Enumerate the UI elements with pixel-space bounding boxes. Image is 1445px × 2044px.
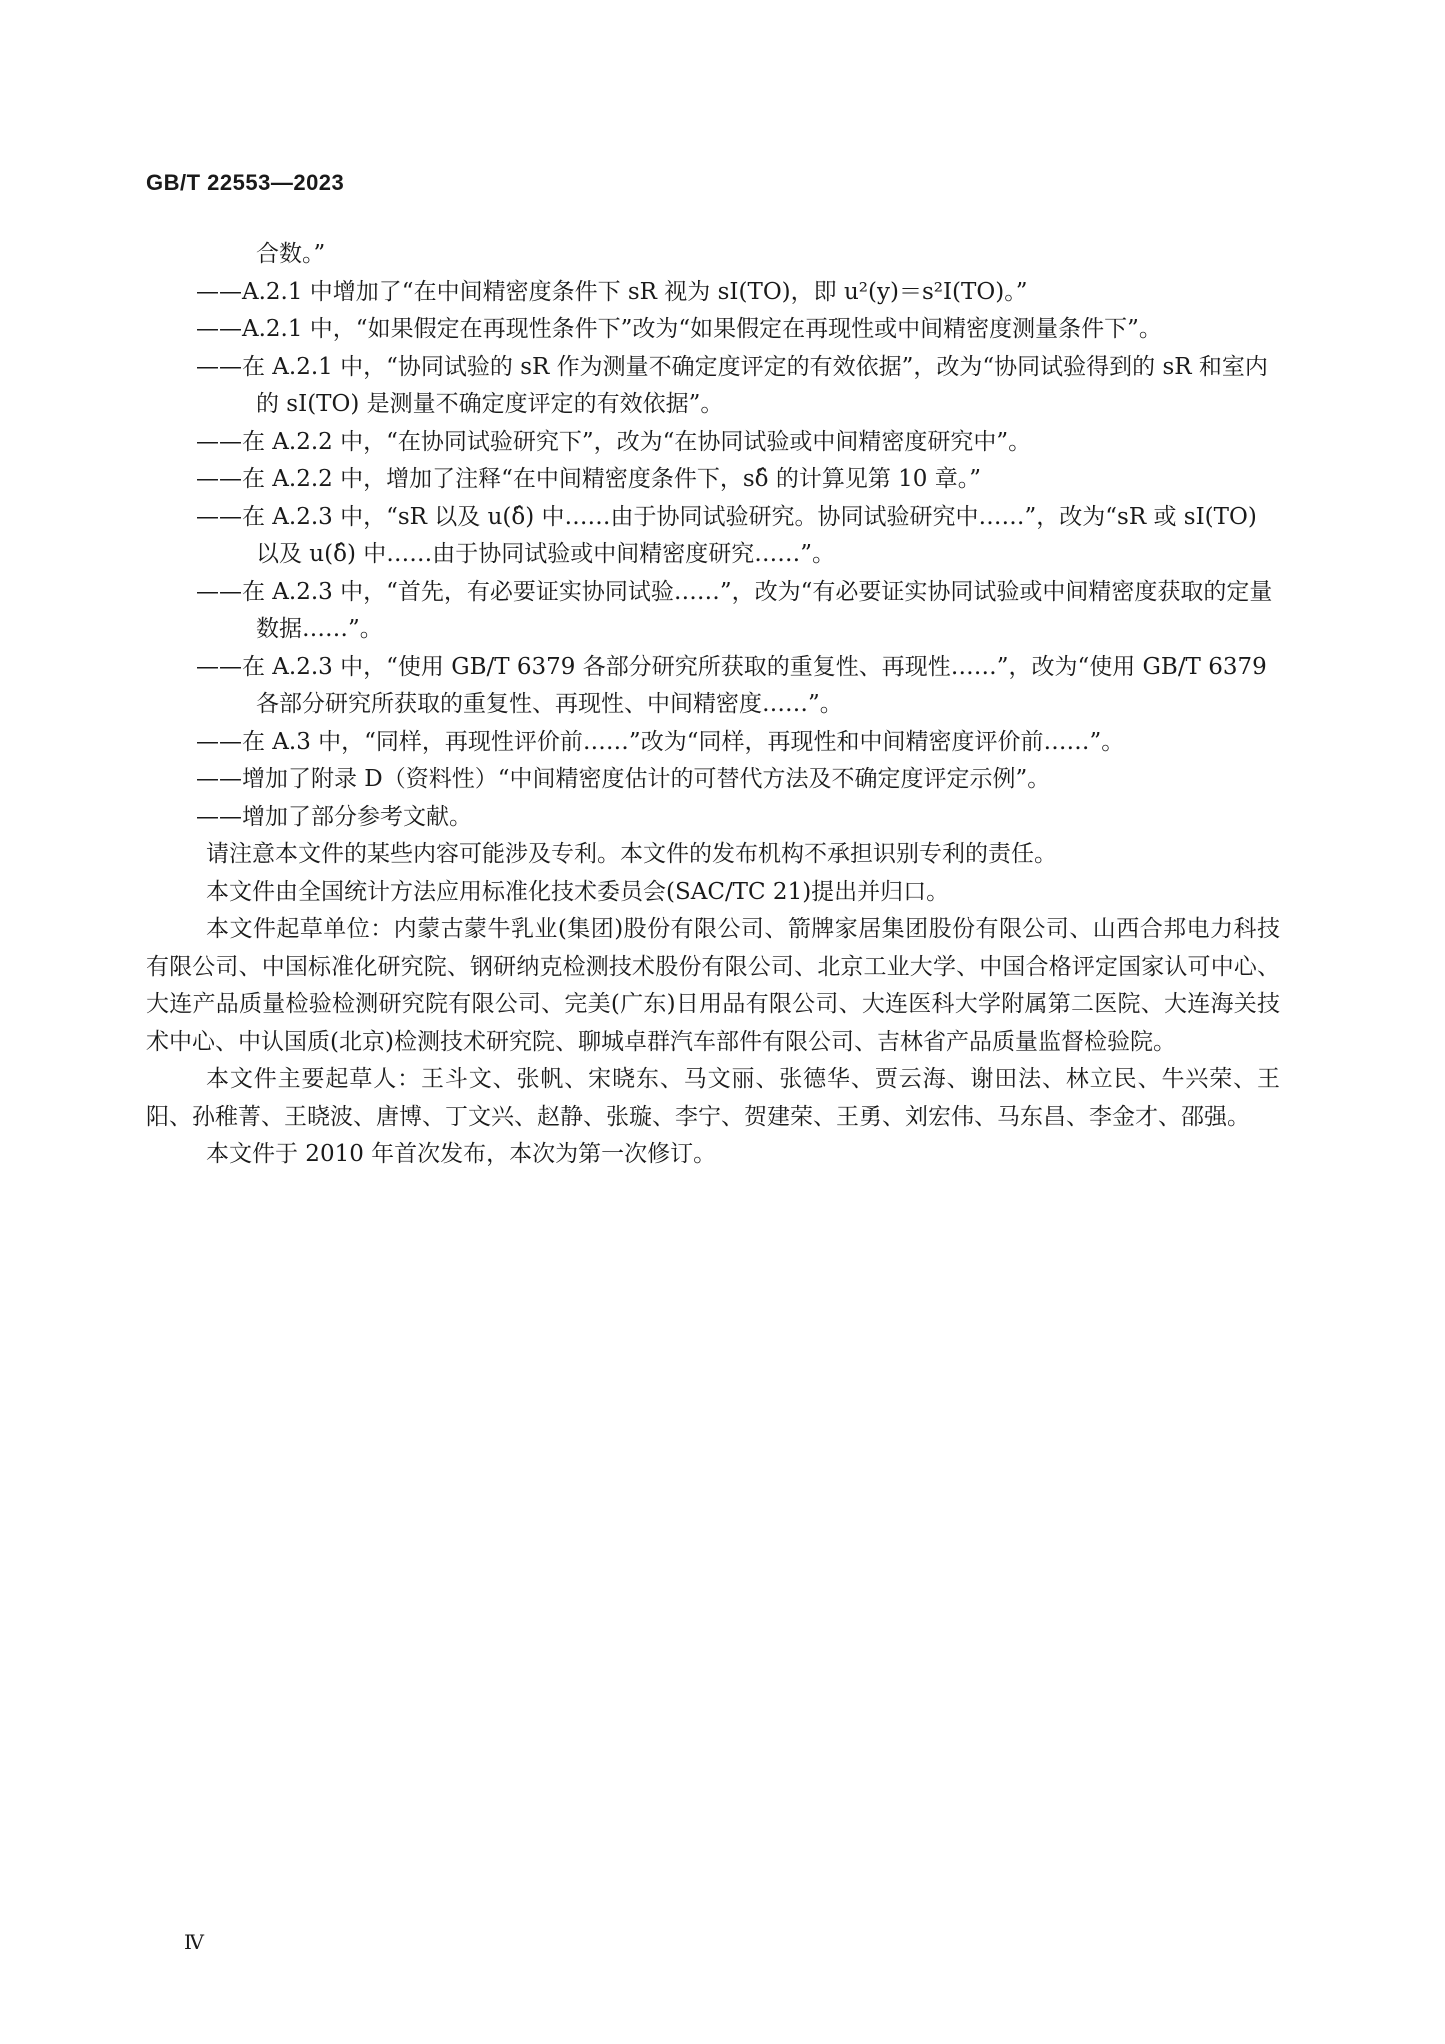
- standard-code: GB/T 22553—2023: [146, 170, 345, 195]
- change-item: ——增加了附录 D（资料性）“中间精密度估计的可替代方法及不确定度评定示例”。: [196, 766, 1051, 792]
- change-item: ——在 A.3 中，“同样，再现性评价前……”改为“同样，再现性和中间精密度评价前……”。: [196, 728, 1125, 755]
- change-item: ——在 A.2.3 中，“首先，有必要证实协同试验……”，改为“有必要证实协同试验或中间精密度获取的定量数据……”。: [196, 578, 1273, 642]
- change-item: ——在 A.2.2 中，增加了注释“在中间精密度条件下，sδ̂ 的计算见第 10 章。”: [196, 466, 981, 492]
- document-body: [146, 236, 1280, 1174]
- page-number: Ⅳ: [184, 1930, 204, 1954]
- change-item: ——增加了部分参考文献。: [196, 803, 472, 830]
- change-item: ——在 A.2.3 中，“使用 GB/T 6379 各部分研究所获取的重复性、再现性……”，改为“使用 GB/T 6379 各部分研究所获取的重复性、再现性、中间精密度……”。: [196, 653, 1267, 717]
- publication-history: 本文件于 2010 年首次发布，本次为第一次修订。: [206, 1141, 717, 1167]
- continuation-text: 合数。”: [256, 241, 326, 267]
- proposer-statement: 本文件由全国统计方法应用标准化技术委员会(SAC/TC 21)提出并归口。: [206, 878, 950, 905]
- change-item: ——在 A.2.3 中，“sR 以及 u(δ̂) 中……由于协同试验研究。协同试验研究中……”，改为“sR 或 sI(TO) 以及 u(δ̂) 中……由于协同试验或中间精密度研究……”。: [196, 503, 1257, 567]
- change-item: ——在 A.2.2 中，“在协同试验研究下”，改为“在协同试验或中间精密度研究中”。: [196, 428, 1032, 455]
- change-item: ——A.2.1 中，“如果假定在再现性条件下”改为“如果假定在再现性或中间精密度测量条件下”。: [196, 316, 1162, 342]
- patent-notice: 请注意本文件的某些内容可能涉及专利。本文件的发布机构不承担识别专利的责任。: [206, 841, 1057, 867]
- main-drafters: 本文件主要起草人：王斗文、张帆、宋晓东、马文丽、张德华、贾云海、谢田法、林立民、牛兴荣、王阳、孙稚菁、王晓波、唐博、丁文兴、赵静、张璇、李宁、贺建荣、王勇、刘宏伟、马东昌、李金才、邵强。: [146, 1066, 1280, 1130]
- change-item: ——在 A.2.1 中，“协同试验的 sR 作为测量不确定度评定的有效依据”，改为“协同试验得到的 sR 和室内的 sI(TO) 是测量不确定度评定的有效依据”。: [196, 353, 1268, 417]
- change-item: ——A.2.1 中增加了“在中间精密度条件下 sR 视为 sI(TO)，即 u²(y)＝s²I(TO)。”: [196, 278, 1028, 305]
- drafting-organizations: 本文件起草单位：内蒙古蒙牛乳业(集团)股份有限公司、箭牌家居集团股份有限公司、山西合邦电力科技有限公司、中国标准化研究院、钢研纳克检测技术股份有限公司、北京工业大学、中国合格评定国家认可中心、大连产品质量检验检测研究院有限公司、完美(广东)日用品有限公司、大连医科大学附属第二医院、大连海关技术中心、中认国质(北京)检测技术研究院、聊城卓群汽车部件有限公司、吉林省产品质量监督检验院。: [146, 916, 1280, 1055]
